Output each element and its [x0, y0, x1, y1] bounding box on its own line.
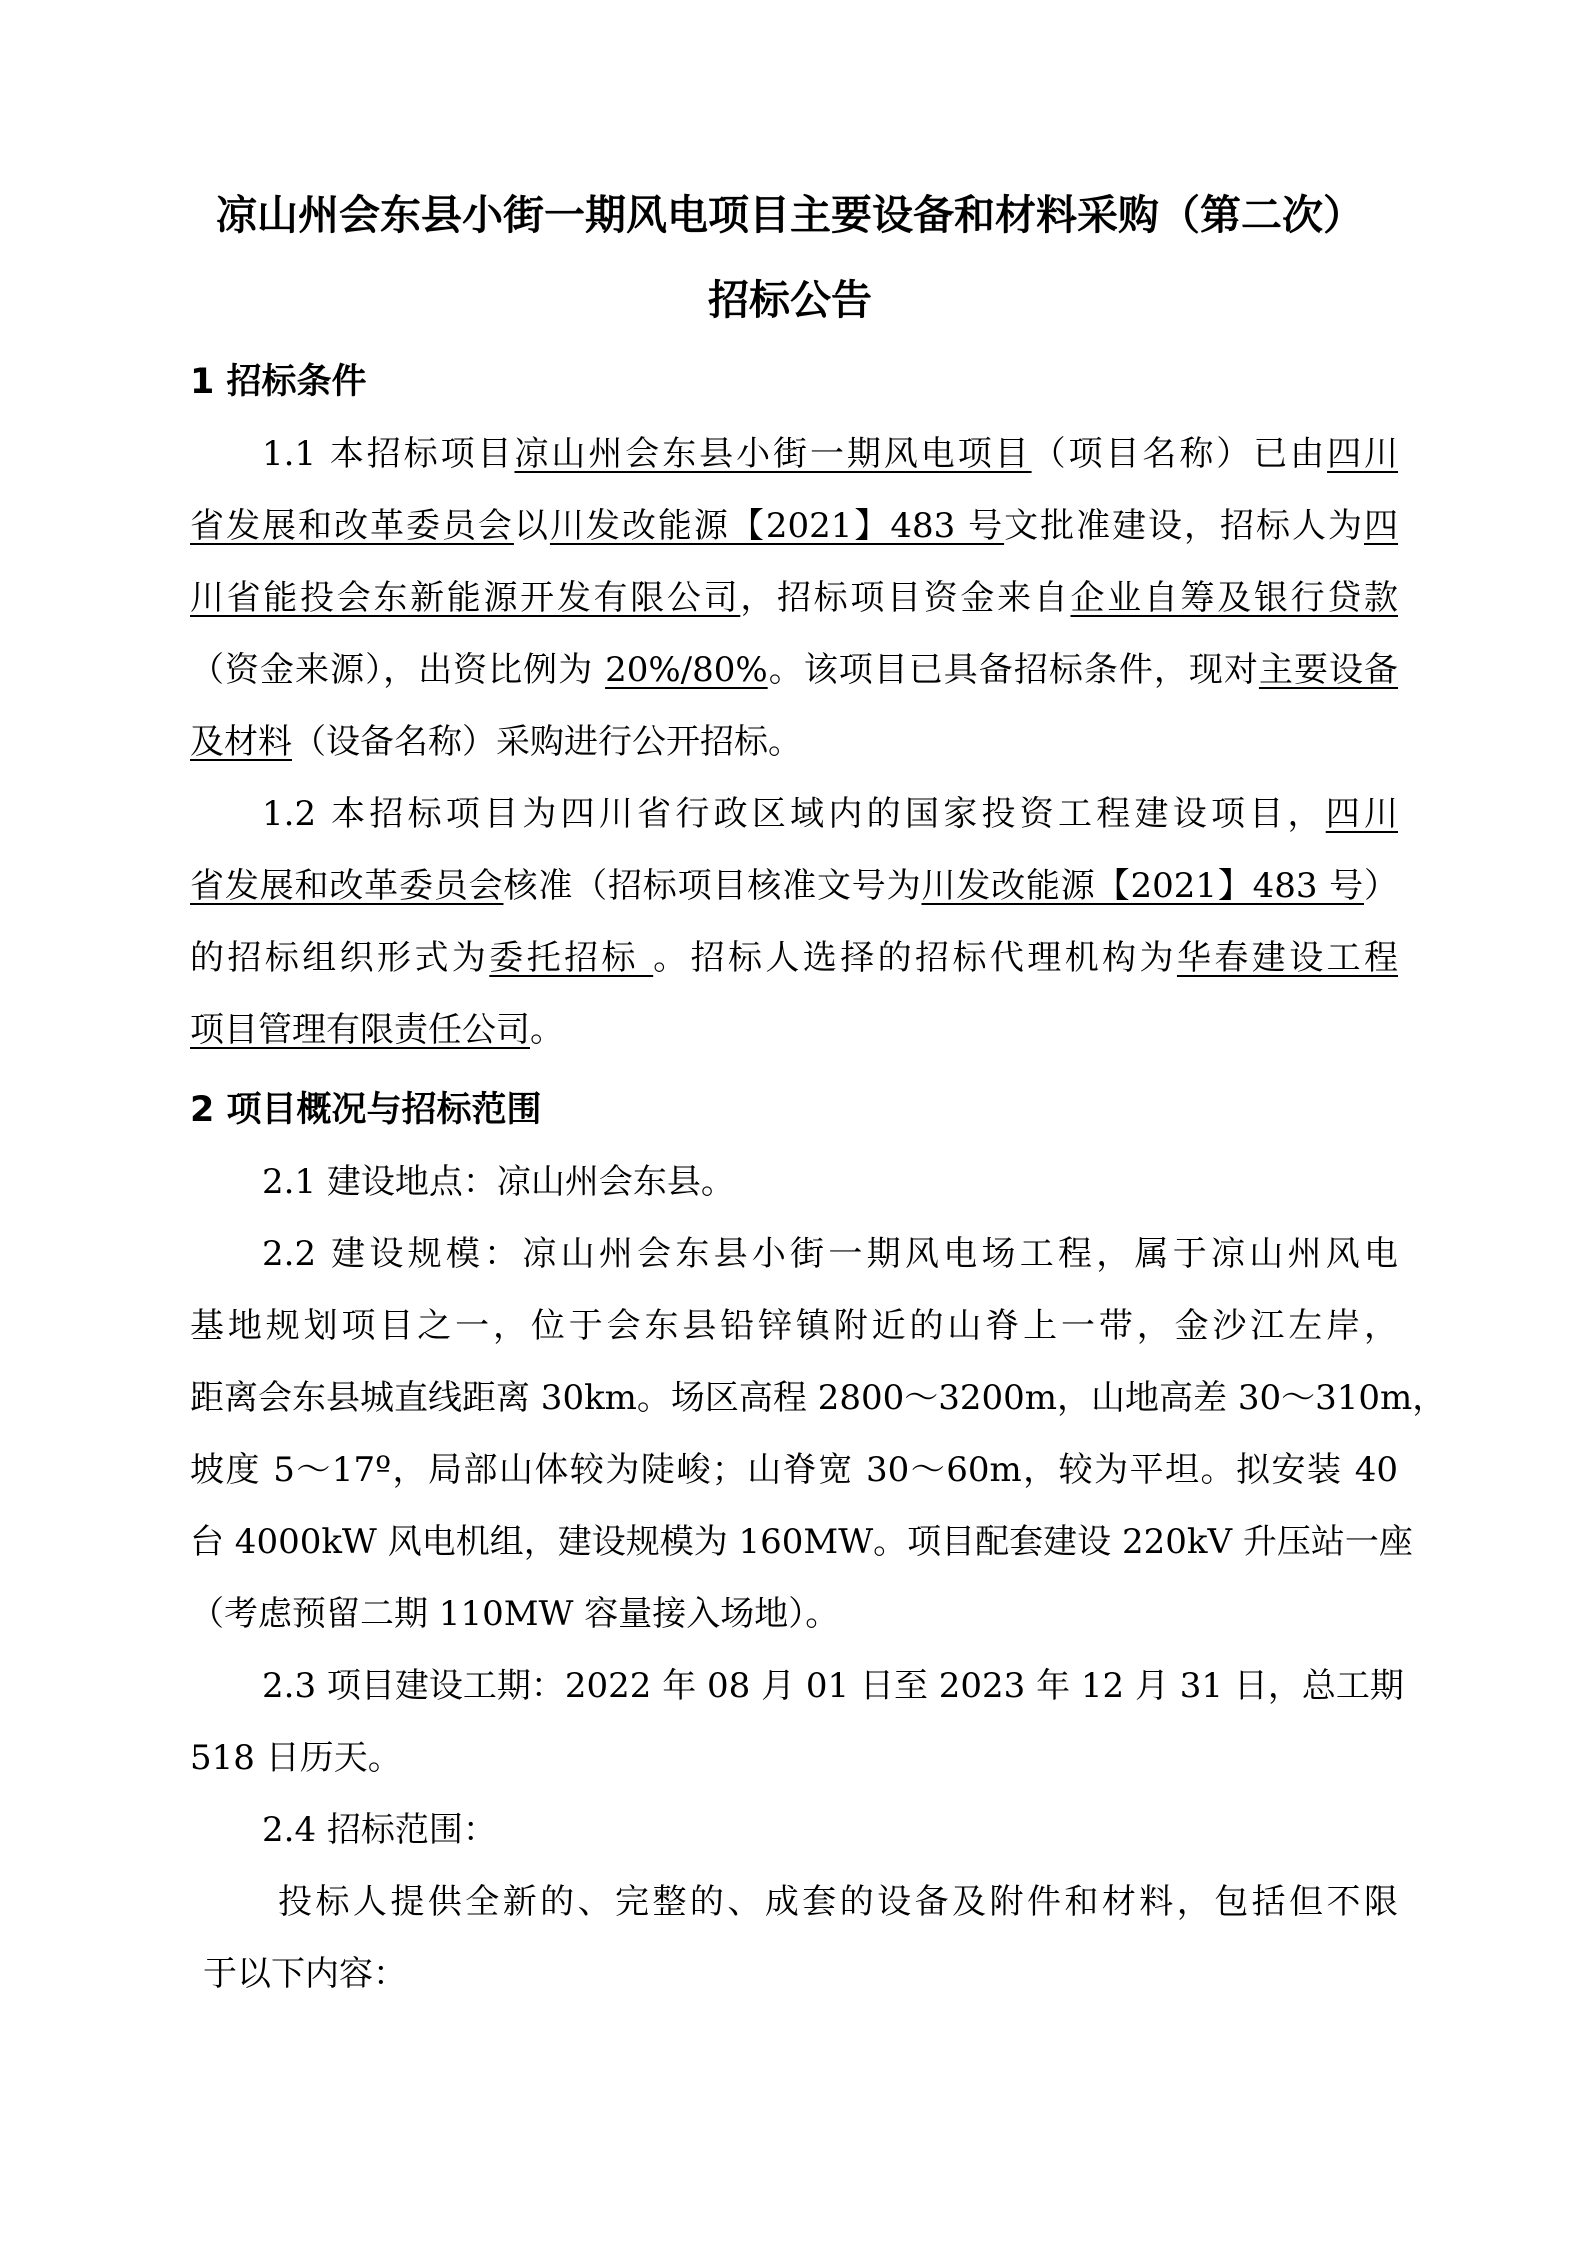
tender-agent: 华春建设工程: [1176, 938, 1399, 978]
tender-organization-form: 委托招标: [489, 938, 654, 978]
document-title-line-2: 招标公告: [708, 276, 872, 324]
paragraph-1-2-line-4: 项目管理有限责任公司。: [190, 1010, 564, 1050]
paragraph-1-1-line-5: 及材料（设备名称）采购进行公开招标。: [190, 722, 802, 762]
paragraph-2-3-line-2: 518 日历天。: [190, 1738, 402, 1778]
paragraph-1-1-line-2: 省发展和改革委员会以川发改能源【2021】483 号文批准建设，招标人为四: [190, 506, 1399, 546]
tenderer-name: 四: [1364, 506, 1399, 546]
paragraph-2-4-body-line-1: 投标人提供全新的、完整的、成套的设备及附件和材料，包括但不限: [278, 1882, 1398, 1922]
funding-ratio: 20%/80%: [605, 650, 768, 690]
paragraph-2-2-line-5: 台 4000kW 风电机组，建设规模为 160MW。项目配套建设 220kV 升压站一座: [190, 1522, 1413, 1562]
paragraph-2-2-line-6: （考虑预留二期 110MW 容量接入场地）。: [190, 1594, 840, 1634]
paragraph-1-2-line-2: 省发展和改革委员会核准（招标项目核准文号为川发改能源【2021】483 号）: [190, 866, 1399, 906]
project-name: 凉山州会东县小街一期风电项目: [514, 434, 1032, 474]
paragraph-1-2-line-3: 的招标组织形式为委托招标 。招标人选择的招标代理机构为华春建设工程: [190, 938, 1399, 978]
paragraph-2-2-line-2: 基地规划项目之一，位于会东县铅锌镇附近的山脊上一带，金沙江左岸，: [190, 1306, 1398, 1346]
paragraph-2-1: 2.1 建设地点：凉山州会东县。: [262, 1162, 735, 1202]
paragraph-2-4-body-line-2: 于以下内容：: [203, 1954, 407, 1994]
approval-document-number: 川发改能源【2021】483 号: [549, 506, 1005, 546]
paragraph-1-1-line-4: （资金来源），出资比例为 20%/80%。该项目已具备招标条件，现对主要设备: [190, 650, 1399, 690]
paragraph-2-3-line-1: 2.3 项目建设工期：2022 年 08 月 01 日至 2023 年 12 月 31 日，总工期: [262, 1666, 1404, 1706]
paragraph-1-2-line-1: 1.2 本招标项目为四川省行政区域内的国家投资工程建设项目，四川: [262, 794, 1398, 834]
section-1-heading: 1 招标条件: [190, 362, 367, 402]
paragraph-2-2-line-1: 2.2 建设规模：凉山州会东县小街一期风电场工程，属于凉山州风电: [262, 1234, 1398, 1274]
paragraph-1-1-line-1: 1.1 本招标项目凉山州会东县小街一期风电项目（项目名称）已由四川: [262, 434, 1399, 474]
document-title-line-1: 凉山州会东县小街一期风电项目主要设备和材料采购（第二次）: [216, 191, 1364, 239]
equipment-name: 主要设备: [1258, 650, 1399, 690]
funding-source: 企业自筹及银行贷款: [1070, 578, 1398, 618]
section-2-heading: 2 项目概况与招标范围: [190, 1090, 542, 1130]
approval-authority: 四川: [1327, 434, 1399, 474]
paragraph-1-1-line-3: 川省能投会东新能源开发有限公司，招标项目资金来自企业自筹及银行贷款: [190, 578, 1398, 618]
paragraph-2-2-line-3: 距离会东县城直线距离 30km。场区高程 2800～3200m，山地高差 30～310m，: [190, 1378, 1447, 1418]
paragraph-2-2-line-4: 坡度 5～17º，局部山体较为陡峻；山脊宽 30～60m，较为平坦。拟安装 40: [190, 1450, 1398, 1490]
paragraph-2-4: 2.4 招标范围：: [262, 1810, 497, 1850]
